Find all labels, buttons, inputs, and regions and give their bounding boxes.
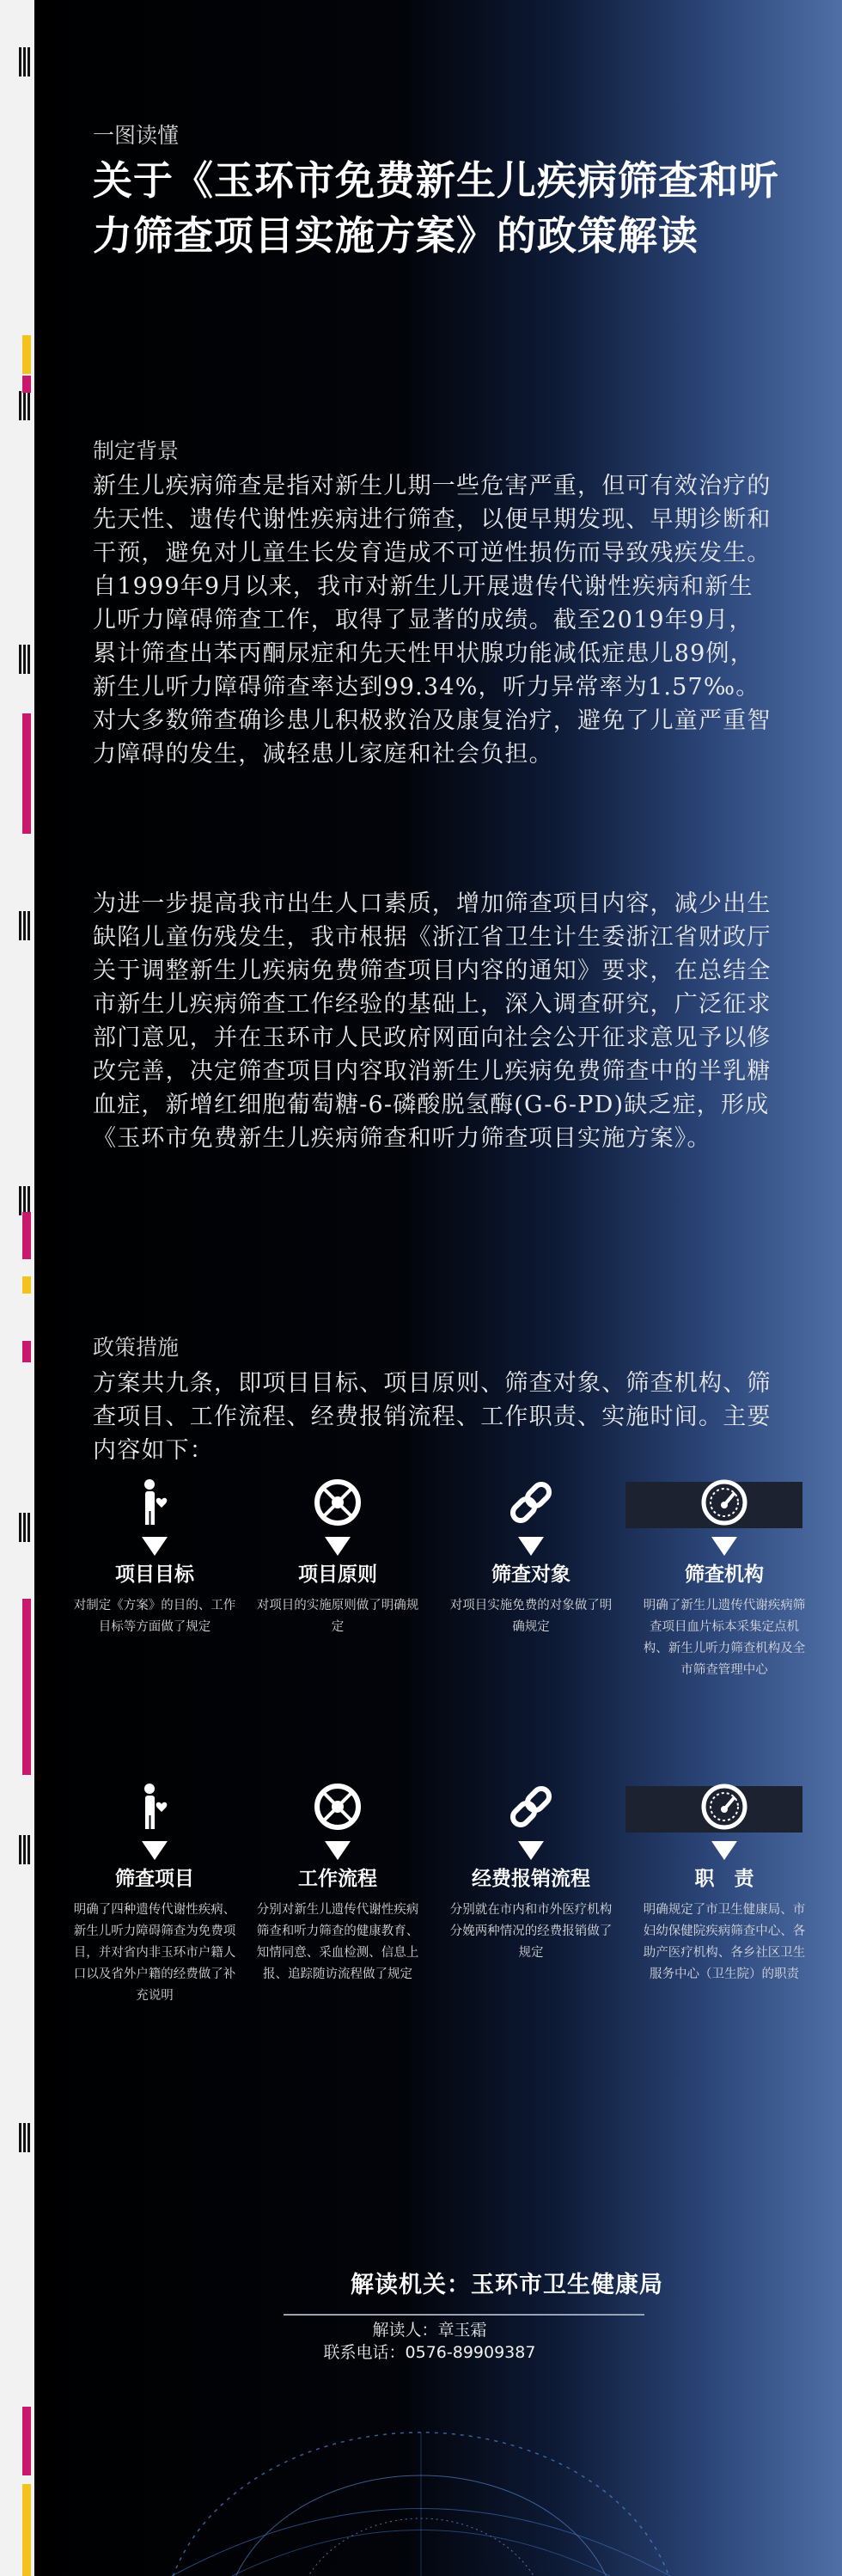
measure-description: 对项目的实施原则做了明确规定 xyxy=(256,1599,419,1634)
measure-description: 明确了新生儿遗传代谢疾病筛查项目血片标本采集定点机构、新生儿听力筛查机构及全市筛查管理中心 xyxy=(643,1599,806,1677)
strip-accent-magenta xyxy=(22,713,31,834)
measure-description: 对制定《方案》的目的、工作目标等方面做了规定 xyxy=(73,1599,236,1634)
measures-intro: 方案共九条，即项目目标、项目原则、筛查对象、筛查机构、筛查项目、工作流程、经费报销流程、工作职责、实施时间。主要内容如下： xyxy=(93,1370,772,1464)
measure-description: 分别就在市内和市外医疗机构分娩两种情况的经费报销做了规定 xyxy=(449,1903,613,1960)
down-arrow-icon xyxy=(518,1841,544,1860)
tech-globe-decoration xyxy=(120,2407,722,2576)
measure-title: 项目目标 xyxy=(115,1563,194,1586)
strip-accent-magenta xyxy=(22,1212,31,1259)
gauge-icon xyxy=(699,1477,750,1528)
measure-title: 筛查项目 xyxy=(115,1868,194,1890)
gauge-icon xyxy=(699,1781,750,1833)
crossed-circle-icon xyxy=(312,1477,363,1528)
section-heading-background: 制定背景 xyxy=(93,438,180,463)
measure-item xyxy=(243,1477,432,1638)
page-title: 关于《玉环市免费新生儿疾病筛查和听力筛查项目实施方案》的政策解读 xyxy=(93,157,779,259)
strip-marker xyxy=(19,645,31,674)
measure-item xyxy=(630,1477,819,1681)
measure-item xyxy=(630,1781,819,1986)
background-paragraph-2: 为进一步提高我市出生人口素质，增加筛查项目内容，减少出生缺陷儿童伤残发生，我市根据《浙江省卫生计生委浙江省财政厅关于调整新生儿疾病免费筛查项目内容的通知》要求，在总结全市新生儿疾病筛查工作经验的基础上，深入调查研究，广泛征求部门意见，并在玉环市人民政府网面向社会公开征求意见予以修改完善，决定筛查项目内容取消新生儿疾病免费筛查中的半乳糖血症，新增红细胞葡萄糖-6-磷酸脱氢酶(G-6-PD)缺乏症，形成《玉环市免费新生儿疾病筛查和听力筛查项目实施方案》。 xyxy=(93,890,772,1152)
background-paragraph-1: 新生儿疾病筛查是指对新生儿期一些危害严重，但可有效治疗的先天性、遗传代谢性疾病进行筛查，以便早期发现、早期诊断和干预，避免对儿童生长发育造成不可逆性损伤而导致残疾发生。自1999年9月以来，我市对新生儿开展遗传代谢性疾病和新生儿听力障碍筛查工作，取得了显著的成绩。截至2019年9月，累计筛查出苯丙酮尿症和先天性甲状腺功能减低症患儿89例，新生儿听力障碍筛查率达到99.34%，听力异常率为1.57‰。对大多数筛查确诊患儿积极救治及康复治疗，避免了儿童严重智力障碍的发生，减轻患儿家庭和社会负担。 xyxy=(93,473,772,768)
issuing-organization: 解读机关：玉环市卫生健康局 xyxy=(351,2272,663,2298)
measure-title: 筛查机构 xyxy=(685,1563,764,1586)
down-arrow-icon xyxy=(711,1537,737,1556)
strip-marker xyxy=(19,47,31,76)
strip-accent-yellow xyxy=(22,2484,31,2576)
person-heart-icon xyxy=(129,1781,180,1833)
measure-title: 经费报销流程 xyxy=(472,1868,590,1890)
down-arrow-icon xyxy=(711,1841,737,1860)
measure-item xyxy=(60,1781,249,2007)
strip-accent-yellow xyxy=(22,1276,31,1294)
down-arrow-icon xyxy=(325,1841,351,1860)
strip-marker xyxy=(19,1835,31,1864)
link-icon xyxy=(505,1477,557,1528)
strip-accent-yellow xyxy=(22,335,31,374)
measure-title: 筛查对象 xyxy=(491,1563,570,1586)
kicker-label: 一图读懂 xyxy=(93,123,180,148)
down-arrow-icon xyxy=(325,1537,351,1556)
measure-item xyxy=(436,1477,625,1638)
person-heart-icon xyxy=(129,1477,180,1528)
strip-marker xyxy=(19,391,31,420)
strip-accent-magenta xyxy=(22,1599,31,1775)
link-icon xyxy=(505,1781,557,1833)
measure-title: 工作流程 xyxy=(298,1868,377,1890)
measure-item xyxy=(436,1781,625,1964)
strip-marker xyxy=(19,911,31,940)
strip-marker xyxy=(19,2123,31,2152)
crossed-circle-icon xyxy=(312,1781,363,1833)
measure-item xyxy=(243,1781,432,1986)
down-arrow-icon xyxy=(518,1537,544,1556)
strip-marker xyxy=(19,1186,31,1215)
measure-description: 对项目实施免费的对象做了明确规定 xyxy=(449,1599,613,1634)
strip-accent-magenta xyxy=(22,376,31,393)
left-margin-strip xyxy=(0,0,34,2576)
measure-title: 项目原则 xyxy=(298,1563,377,1586)
measure-item xyxy=(60,1477,249,1638)
down-arrow-icon xyxy=(142,1537,168,1556)
strip-accent-magenta xyxy=(22,1341,31,1362)
measure-description: 明确规定了市卫生健康局、市妇幼保健院疾病筛查中心、各助产医疗机构、各乡社区卫生服务中心（卫生院）的职责 xyxy=(643,1903,806,1981)
measure-description: 分别对新生儿遗传代谢性疾病筛查和听力筛查的健康教育、知情同意、采血检测、信息上报、追踪随访流程做了规定 xyxy=(256,1903,419,1981)
strip-accent-magenta xyxy=(22,2407,31,2475)
contact-phone: 联系电话：0576-89909387 xyxy=(323,2343,536,2362)
interpreter-name: 解读人：章玉霜 xyxy=(372,2321,487,2340)
down-arrow-icon xyxy=(142,1841,168,1860)
section-heading-measures: 政策措施 xyxy=(93,1335,180,1360)
measure-description: 明确了四种遗传代谢性疾病、新生儿听力障碍筛查为免费项目，并对省内非玉环市户籍人口以及省外户籍的经费做了补充说明 xyxy=(73,1903,236,2003)
strip-marker xyxy=(19,1513,31,1542)
measure-title: 职 责 xyxy=(694,1868,754,1890)
footer-divider xyxy=(284,2314,644,2316)
